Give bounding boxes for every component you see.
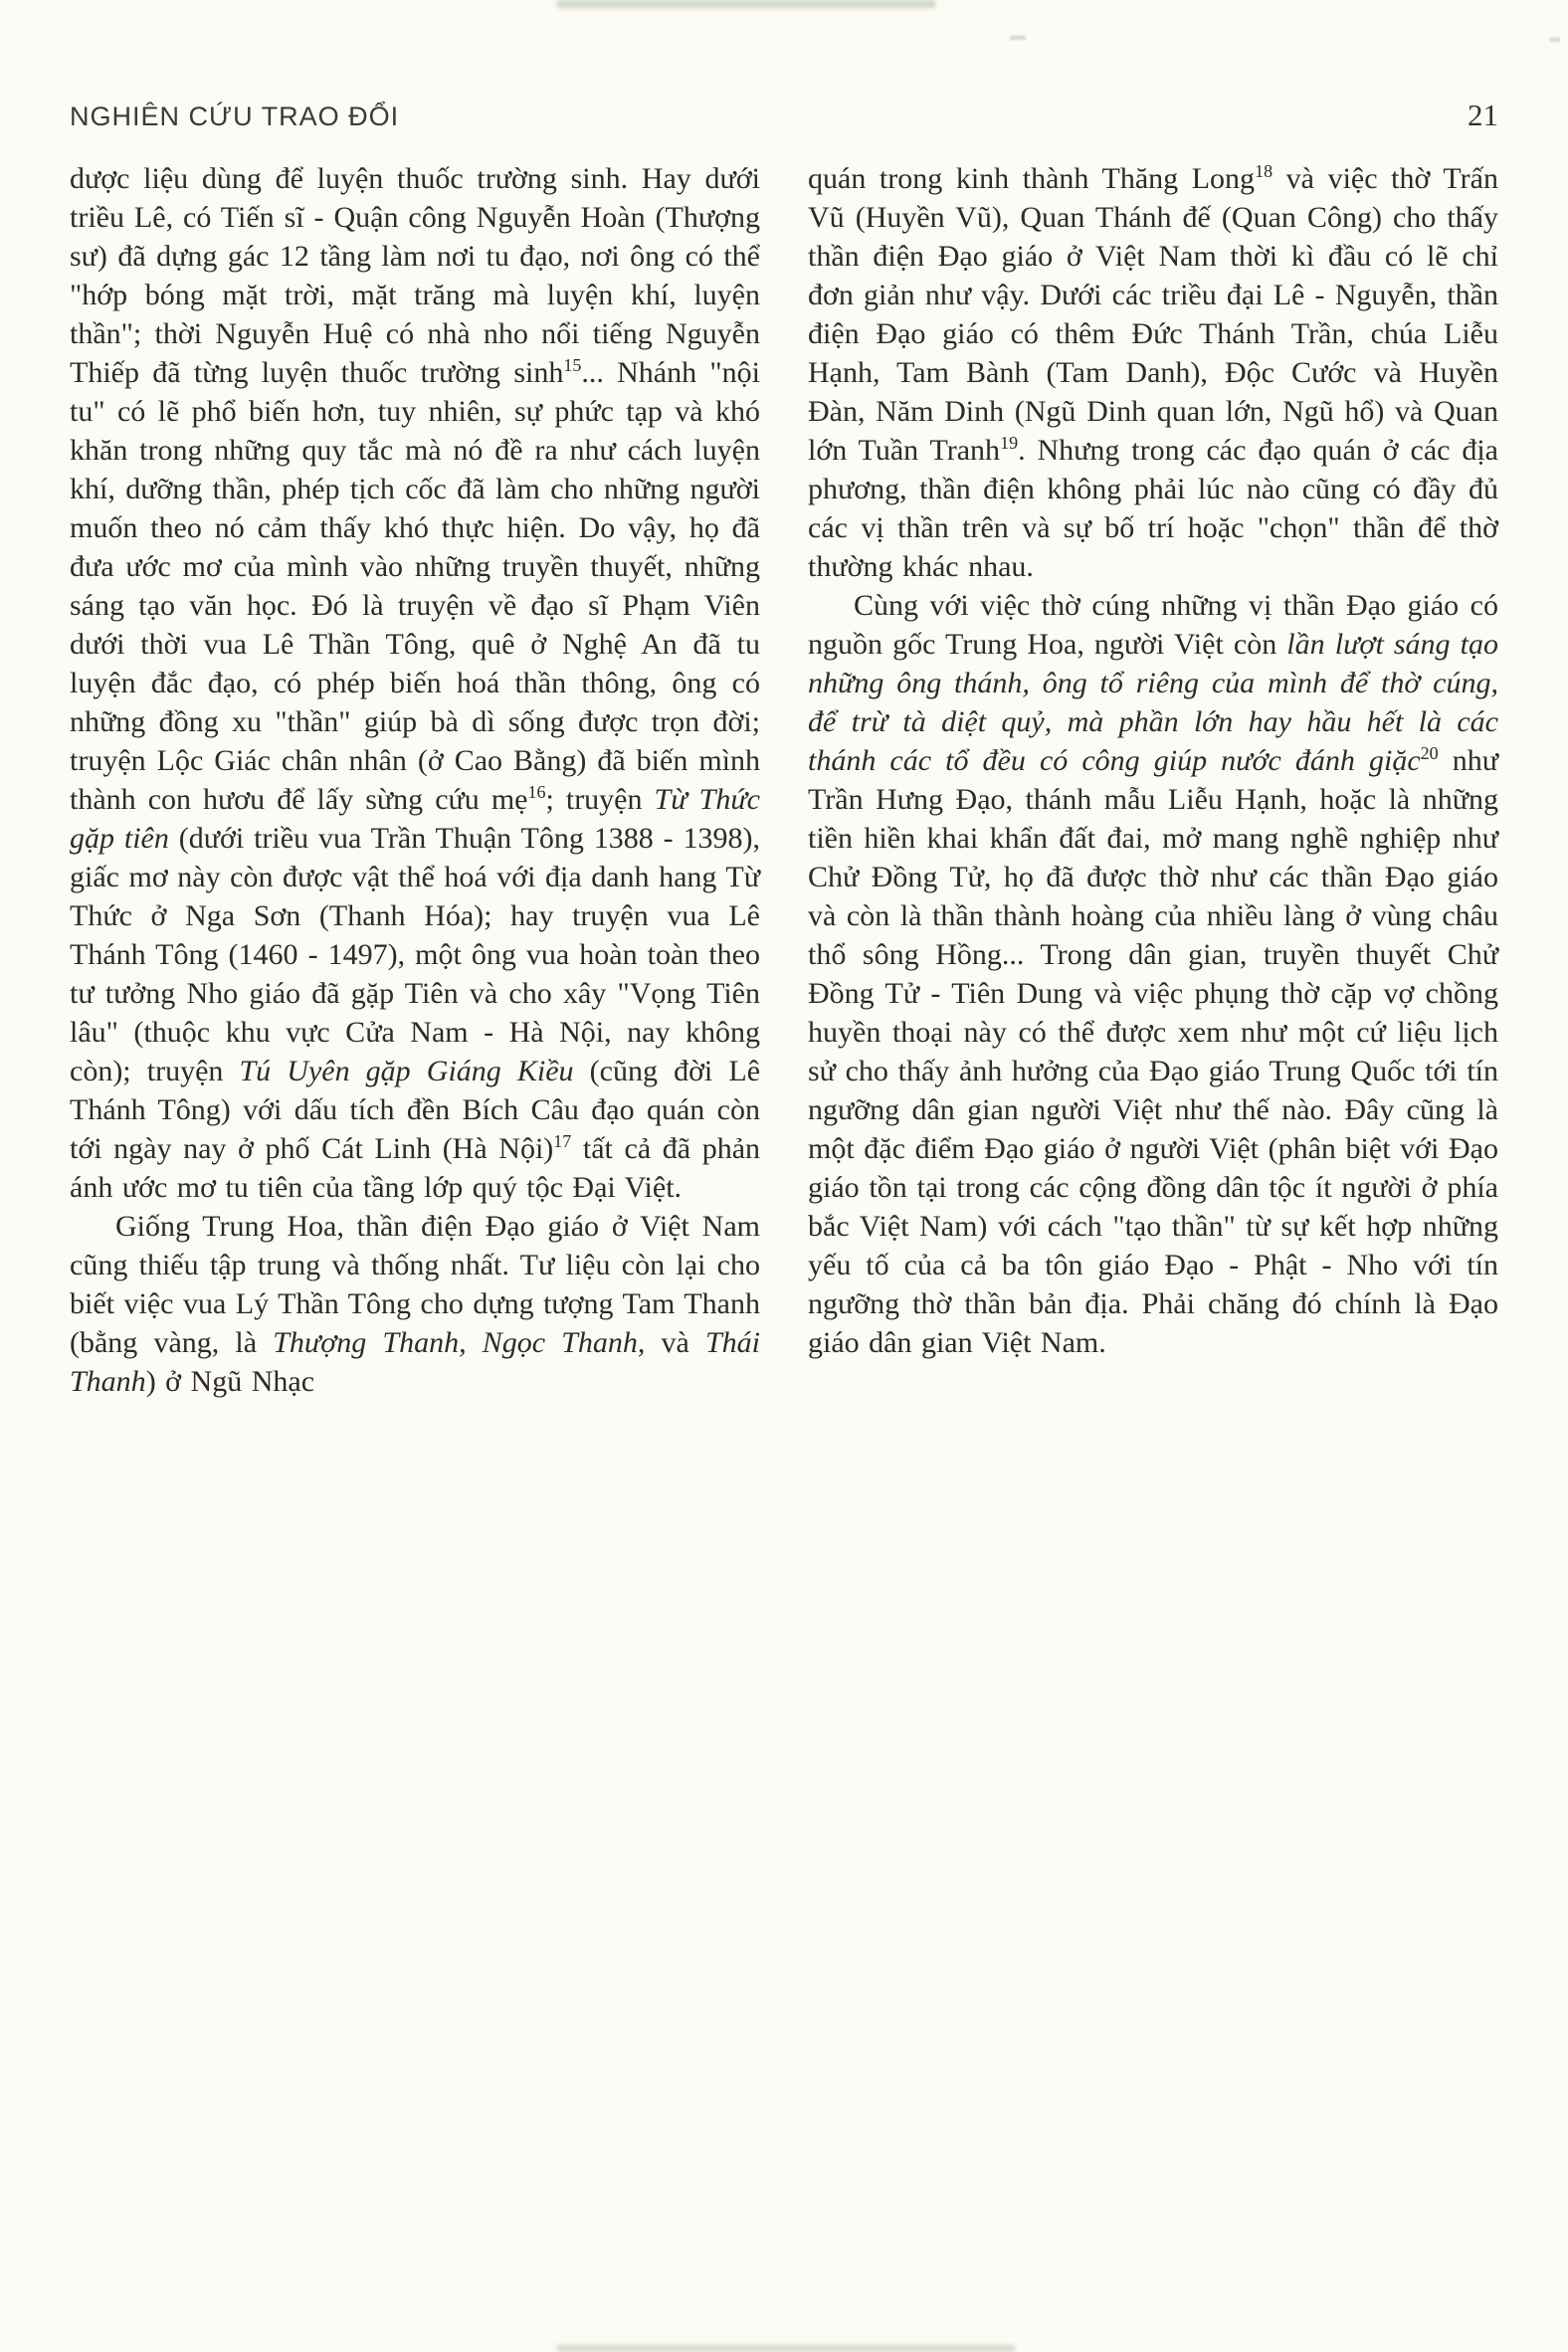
- text-run: như Trần Hưng Đạo, thánh mẫu Liễu Hạnh, hoặc là những tiền hiền khai khẩn đất đai, mở mang nghề nghiệp như Chử Đồng Tử, họ đã được thờ như các thần Đạo giáo và còn là thần thành hoàng của nhiều làng ở vùng châu thổ sông Hồng... Trong dân gian, truyền thuyết Chử Đồng Tử - Tiên Dung và việc phụng thờ cặp vợ chồng huyền thoại này có thể được xem như một cứ liệu lịch sử cho thấy ảnh hưởng của Đạo giáo Trung Quốc tới tín ngưỡng dân gian người Việt như thế nào. Đây cũng là một đặc điểm Đạo giáo ở người Việt (phân biệt với Đạo giáo tồn tại trong các cộng đồng dân tộc ít người ở phía bắc Việt Nam) với cách "tạo thần" từ sự kết hợp những yếu tố của cả ba tôn giáo Đạo - Phật - Nho với tín ngưỡng thờ thần bản địa. Phải chăng đó chính là Đạo giáo dân gian Việt Nam.: [808, 744, 1498, 1359]
- footnote-ref: 20: [1420, 743, 1439, 763]
- text-run: lần lượt sáng tạo những ông thánh, ông tổ riêng của mình để thờ cúng, để trừ tà diệt quỷ, mà phần lớn hay hầu hết là các thánh các tổ đều có công giúp nước đánh giặc: [808, 628, 1498, 777]
- text-run: Thượng Thanh, Ngọc Thanh,: [273, 1326, 646, 1359]
- scan-artifact-top: [557, 0, 935, 8]
- footnote-ref: 17: [553, 1131, 572, 1151]
- text-run: Thái Thanh: [70, 1326, 760, 1398]
- text-run: Cùng với việc thờ cúng những vị thần Đạo giáo có nguồn gốc Trung Hoa, người Việt còn: [808, 589, 1498, 661]
- text-run: ... Nhánh "nội tu" có lẽ phổ biến hơn, tuy nhiên, sự phức tạp và khó khăn trong những quy tắc mà nó đề ra như cách luyện khí, dưỡng thần, phép tịch cốc đã làm cho những người muốn theo nó cảm thấy khó thực hiện. Do vậy, họ đã đưa ước mơ của mình vào những truyền thuyết, những sáng tạo văn học. Đó là truyện về đạo sĩ Phạm Viên dưới thời vua Lê Thần Tông, quê ở Nghệ An đã tu luyện đắc đạo, có phép biến hoá thần thông, ông có những đồng xu "thần" giúp bà dì sống được trọn đời; truyện Lộc Giác chân nhân (ở Cao Bằng) đã biến mình thành con hươu để lấy sừng cứu mẹ: [70, 356, 760, 816]
- left-column: [70, 159, 760, 1401]
- text-run: và việc thờ Trấn Vũ (Huyền Vũ), Quan Thánh đế (Quan Công) cho thấy thần điện Đạo giáo ở Việt Nam thời kì đầu có lẽ chỉ đơn giản như vậy. Dưới các triều đại Lê - Nguyễn, thần điện Đạo giáo có thêm Đức Thánh Trần, chúa Liễu Hạnh, Tam Bành (Tam Danh), Độc Cước và Huyền Đàn, Năm Dinh (Ngũ Dinh quan lớn, Ngũ hổ) và Quan lớn Tuần Tranh: [808, 162, 1498, 467]
- text-run: ; truyện: [545, 783, 655, 816]
- text-run: ) ở Ngũ Nhạc: [145, 1365, 315, 1398]
- text-run: Giống Trung Hoa, thần điện Đạo giáo ở Việt Nam cũng thiếu tập trung và thống nhất. Tư liệu còn lại cho biết việc vua Lý Thần Tông cho dựng tượng Tam Thanh (bằng vàng, là: [70, 1210, 760, 1359]
- running-head: NGHIÊN CỨU TRAO ĐỔI: [70, 101, 400, 131]
- text-run: Từ Thức gặp tiên: [70, 783, 760, 855]
- page-header: [70, 98, 1498, 133]
- paragraph: [808, 159, 1498, 586]
- text-run: (cũng đời Lê Thánh Tông) với dấu tích đền Bích Câu đạo quán còn tới ngày nay ở phố Cát Linh (Hà Nội): [70, 1055, 761, 1165]
- text-run: Tú Uyên gặp Giáng Kiều: [239, 1055, 574, 1087]
- text-run: tất cả đã phản ánh ước mơ tu tiên của tầng lớp quý tộc Đại Việt.: [70, 1132, 761, 1204]
- text-run: (dưới triều vua Trần Thuận Tông 1388 - 1398), giấc mơ này còn được vật thể hoá với địa danh hang Từ Thức ở Nga Sơn (Thanh Hóa); hay truyện vua Lê Thánh Tông (1460 - 1497), một ông vua hoàn toàn theo tư tưởng Nho giáo đã gặp Tiên và cho xây "Vọng Tiên lâu" (thuộc khu vực Cửa Nam - Hà Nội, nay không còn); truyện: [70, 822, 760, 1087]
- footnote-ref: 15: [563, 355, 582, 375]
- text-run: . Nhưng trong các đạo quán ở các địa phương, thần điện không phải lúc nào cũng có đầy đủ các vị thần trên và sự bố trí hoặc "chọn" thần để thờ thường khác nhau.: [808, 434, 1498, 583]
- paragraph: [808, 586, 1498, 1362]
- text-run: quán trong kinh thành Thăng Long: [808, 162, 1256, 195]
- footnote-ref: 16: [527, 782, 546, 802]
- scan-artifact-tick: [1010, 36, 1026, 40]
- scan-artifact-bottom: [557, 2345, 1015, 2352]
- footnote-ref: 18: [1255, 161, 1274, 181]
- paragraph: [70, 159, 760, 1207]
- text-columns: [70, 159, 1498, 1401]
- footnote-ref: 19: [1000, 433, 1019, 453]
- scan-artifact-edge: [1550, 38, 1560, 42]
- paragraph: [70, 1207, 760, 1401]
- text-run: và: [645, 1326, 705, 1359]
- right-column: [808, 159, 1498, 1401]
- page-number: 21: [1468, 98, 1498, 132]
- text-run: dược liệu dùng để luyện thuốc trường sinh. Hay dưới triều Lê, có Tiến sĩ - Quận công Nguyễn Hoàn (Thượng sư) đã dựng gác 12 tầng làm nơi tu đạo, nơi ông có thể "hớp bóng mặt trời, mặt trăng mà luyện khí, luyện thần"; thời Nguyễn Huệ có nhà nho nổi tiếng Nguyễn Thiếp đã từng luyện thuốc trường sinh: [70, 162, 760, 389]
